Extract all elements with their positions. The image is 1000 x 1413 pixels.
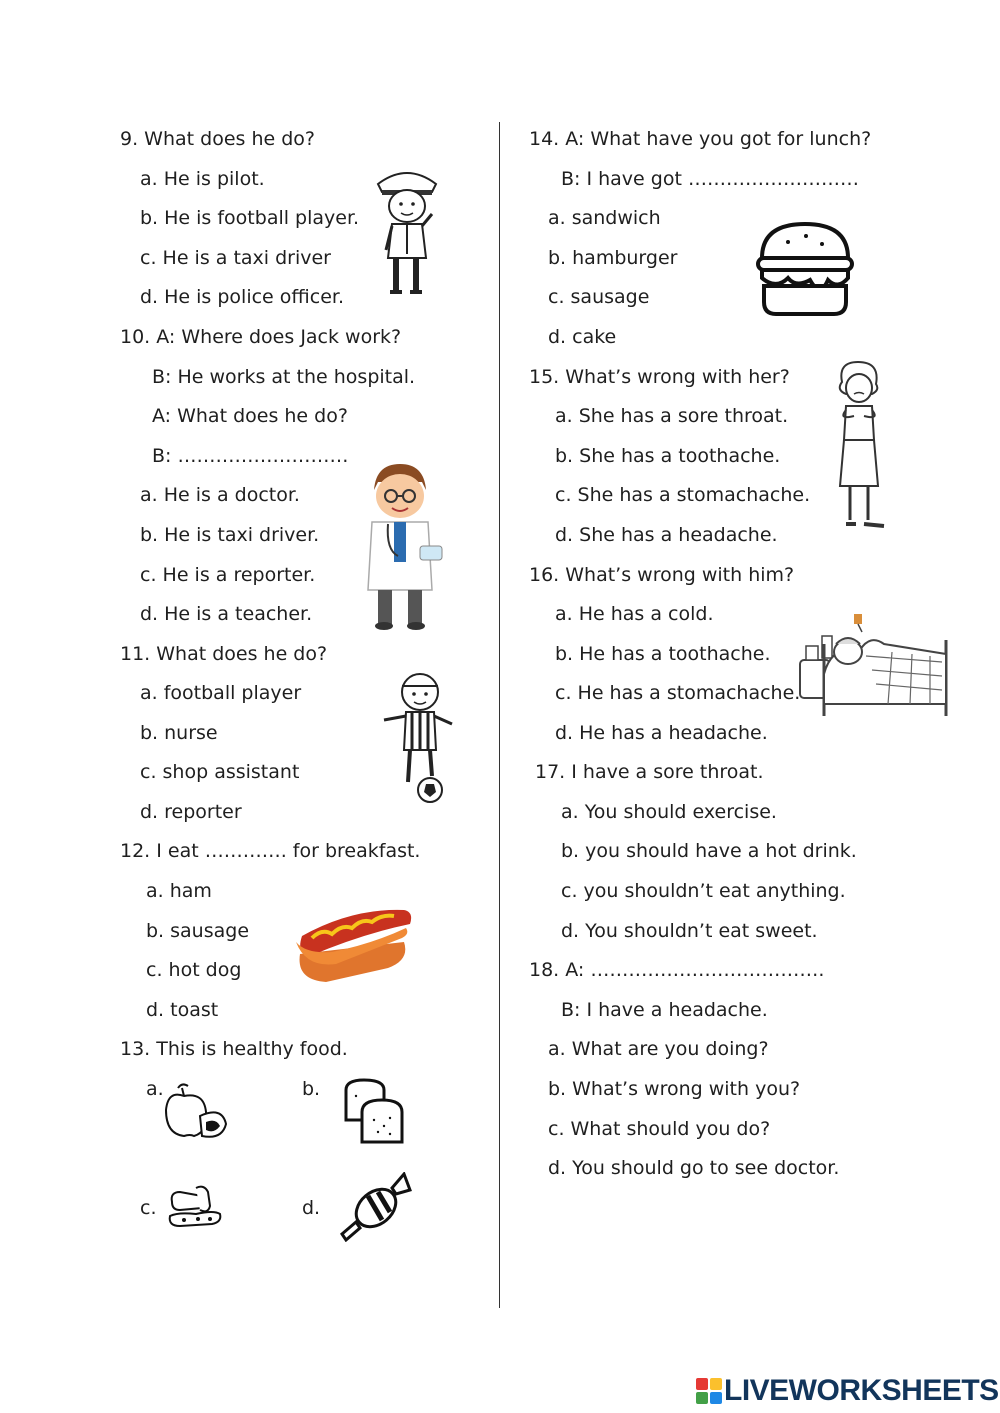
question-text: 14. A: What have you got for lunch? — [529, 128, 872, 150]
option-d[interactable]: d. He is a teacher. — [140, 603, 313, 625]
option-b[interactable]: b. sausage — [146, 920, 250, 942]
option-c[interactable]: c. What should you do? — [548, 1118, 771, 1140]
option-b[interactable]: b. He is football player. — [140, 207, 360, 229]
option-b[interactable]: b. hamburger — [548, 247, 678, 269]
dialogue-line: B: I have a headache. — [561, 999, 768, 1021]
option-a[interactable]: a. ham — [146, 880, 212, 902]
liveworksheets-logo[interactable] — [696, 1374, 999, 1408]
hot-dog-illustration — [292, 898, 416, 988]
question-text: 11. What does he do? — [120, 643, 328, 665]
option-c[interactable]: c. sausage — [548, 286, 650, 308]
column-divider — [499, 122, 500, 1308]
option-d[interactable]: d. reporter — [140, 801, 242, 823]
question-text: 17. I have a sore throat. — [535, 761, 764, 783]
dialogue-line: A: What does he do? — [152, 405, 348, 427]
option-a[interactable]: a. You should exercise. — [561, 801, 777, 823]
option-d[interactable]: d. He is police officer. — [140, 286, 345, 308]
dialogue-line: B: He works at the hospital. — [152, 366, 416, 388]
option-b[interactable]: b. nurse — [140, 722, 218, 744]
option-d[interactable]: d. He has a headache. — [555, 722, 768, 744]
question-text: 12. I eat …………. for breakfast. — [120, 840, 421, 862]
question-text: 18. A: ………………………………. — [529, 959, 825, 981]
option-b[interactable]: b. you should have a hot drink. — [561, 840, 857, 862]
question-text: 9. What does he do? — [120, 128, 315, 150]
option-c[interactable]: c. He has a stomachache. — [555, 682, 801, 704]
question-text: 10. A: Where does Jack work? — [120, 326, 402, 348]
bread-icon — [340, 1076, 406, 1148]
option-b[interactable]: b. — [302, 1078, 321, 1100]
option-d[interactable]: d. You should go to see doctor. — [548, 1157, 840, 1179]
hamburger-icon — [754, 218, 856, 320]
option-a[interactable]: a. He is a doctor. — [140, 484, 300, 506]
option-a[interactable]: a. He is pilot. — [140, 168, 265, 190]
option-d[interactable]: d. You shouldn’t eat sweet. — [561, 920, 818, 942]
option-c[interactable]: c. He is a reporter. — [140, 564, 316, 586]
dialogue-line: B: ……………………… — [152, 445, 349, 467]
police-officer-illustration — [372, 166, 442, 298]
question-text: 16. What’s wrong with him? — [529, 564, 795, 586]
doctor-illustration — [362, 460, 446, 630]
option-d[interactable]: d. cake — [548, 326, 617, 348]
option-b[interactable]: b. He is taxi driver. — [140, 524, 320, 546]
option-c[interactable]: c. — [140, 1197, 157, 1219]
football-player-illustration — [378, 668, 458, 808]
logo-mark-icon — [696, 1378, 722, 1404]
option-c[interactable]: c. you shouldn’t eat anything. — [561, 880, 846, 902]
option-d[interactable]: d. — [302, 1197, 321, 1219]
sick-boy-in-bed-illustration — [796, 604, 956, 722]
option-c[interactable]: c. He is a taxi driver — [140, 247, 331, 269]
option-a[interactable]: a. She has a sore throat. — [555, 405, 789, 427]
dialogue-line: B: I have got ……………………… — [561, 168, 859, 190]
option-b[interactable]: b. She has a toothache. — [555, 445, 781, 467]
brand-name: LIVEWORKSHEETS — [724, 1374, 999, 1407]
option-d[interactable]: d. She has a headache. — [555, 524, 778, 546]
question-text: 13. This is healthy food. — [120, 1038, 348, 1060]
option-d[interactable]: d. toast — [146, 999, 219, 1021]
apple-icon — [162, 1080, 230, 1140]
option-a[interactable]: a. football player — [140, 682, 302, 704]
option-a[interactable]: a. sandwich — [548, 207, 661, 229]
option-c[interactable]: c. shop assistant — [140, 761, 300, 783]
option-a[interactable]: a. He has a cold. — [555, 603, 714, 625]
sick-girl-illustration — [828, 360, 890, 532]
option-a[interactable]: a. — [146, 1078, 164, 1100]
option-a[interactable]: a. What are you doing? — [548, 1038, 769, 1060]
candy-icon — [338, 1172, 412, 1242]
option-c[interactable]: c. hot dog — [146, 959, 242, 981]
option-b[interactable]: b. What’s wrong with you? — [548, 1078, 801, 1100]
question-text: 15. What’s wrong with her? — [529, 366, 790, 388]
sausage-icon — [166, 1182, 228, 1234]
option-b[interactable]: b. He has a toothache. — [555, 643, 771, 665]
option-c[interactable]: c. She has a stomachache. — [555, 484, 811, 506]
